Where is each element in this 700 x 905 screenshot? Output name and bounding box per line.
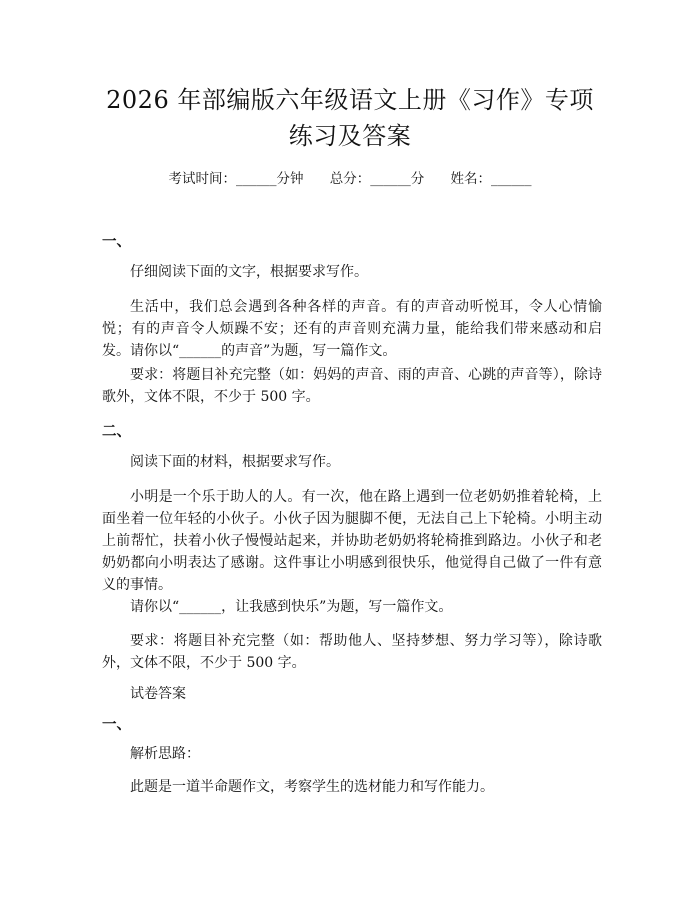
section-2-prompt: 请你以“______，让我感到快乐”为题，写一篇作文。 — [130, 599, 453, 615]
section-1-instruction: 仔细阅读下面的文字，根据要求写作。 — [130, 264, 368, 280]
document-title-line-1: 2026 年部编版六年级语文上册《习作》专项 — [106, 86, 594, 114]
exam-time-field: 考试时间：______分钟 — [168, 171, 304, 187]
answers-section-1-heading: 一、 — [102, 716, 131, 733]
section-2-requirement: 要求：将题目补充完整（如：帮助他人、坚持梦想、努力学习等），除诗歌外，文体不限，不少于 500 字。 — [102, 633, 602, 671]
total-score-field: 总分：______分 — [329, 171, 425, 187]
analysis-label: 解析思路： — [130, 746, 200, 762]
section-2-passage: 小明是一个乐于助人的人。有一次，他在路上遇到一位老奶奶推着轮椅，上面坐着一位年轻的小伙子。小伙子因为腿脚不便，无法自己上下轮椅。小明主动上前帮忙，扶着小伙子慢慢站起来，并协助老奶奶将轮椅推到路边。小伙子和老奶奶都向小明表达了感谢。这件事让小明感到很快乐，他觉得自己做了一件有意义的事情。 — [102, 489, 602, 593]
section-1-passage: 生活中，我们总会遇到各种各样的声音。有的声音动听悦耳，令人心情愉悦；有的声音令人烦躁不安；还有的声音则充满力量，能给我们带来感动和启发。请你以“______的声音”为题，写一篇作文。 — [102, 299, 602, 359]
student-name-field: 姓名：______ — [450, 171, 532, 187]
section-2-heading: 二、 — [102, 423, 131, 440]
section-1-heading: 一、 — [102, 233, 131, 250]
exam-meta-row — [0, 167, 700, 187]
answers-heading: 试卷答案 — [130, 686, 186, 702]
analysis-text: 此题是一道半命题作文，考察学生的选材能力和写作能力。 — [130, 779, 494, 795]
section-1-requirement: 要求：将题目补充完整（如：妈妈的声音、雨的声音、心跳的声音等），除诗歌外，文体不限，不少于 500 字。 — [102, 367, 602, 405]
section-2-instruction: 阅读下面的材料，根据要求写作。 — [130, 454, 340, 470]
document-title-line-2: 练习及答案 — [288, 122, 412, 150]
